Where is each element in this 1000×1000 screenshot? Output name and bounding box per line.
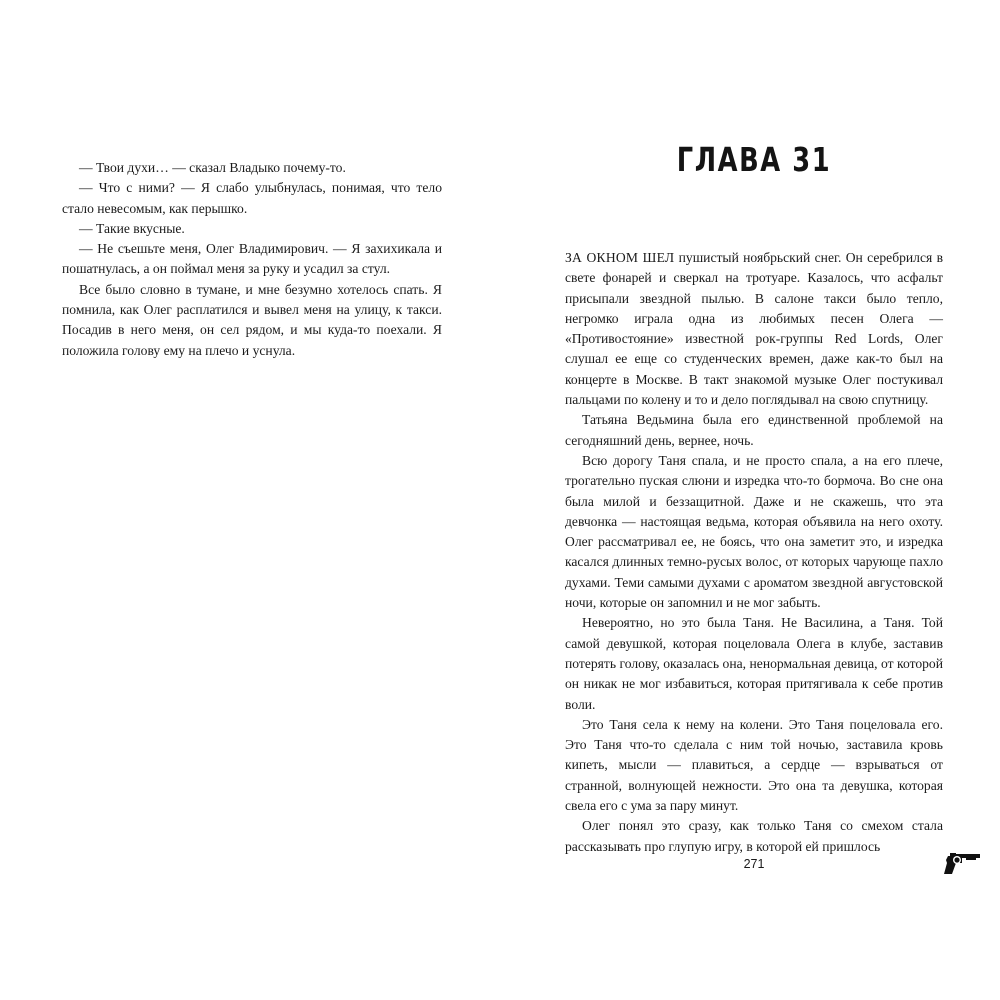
left-paragraph-4: — Не съешьте меня, Олег Владимирович. — Я захихикала и пошатнулась, а он поймал меня за руку и усадил за стул. xyxy=(62,241,442,277)
left-page-text xyxy=(62,158,442,361)
chapter-title: ГЛАВА 31 xyxy=(676,140,832,179)
left-paragraph-5: Все было словно в тумане, и мне безумно хотелось спать. Я помнила, как Олег расплатился и вывел меня на улицу, к такси. Посадив в него меня, он сел рядом, и мы куда-то поехали. Я положила голову ему на плечо и уснула. xyxy=(62,281,442,358)
left-paragraph-1: — Твои духи… — сказал Владыко почему-то. xyxy=(79,160,346,175)
revolver-logo-icon xyxy=(938,848,982,876)
right-paragraph-opening xyxy=(565,248,943,410)
right-paragraph-5: Это Таня села к нему на колени. Это Таня поцеловала его. Это Таня что-то сделала с ним той ночью, заставила кровь кипеть, мысли — плавиться, а сердце — взрываться от странной, волнующей нежности. Это она та девушка, которая свела его с ума за пару минут. xyxy=(565,716,943,814)
opening-caps: ЗА ОКНОМ ШЕЛ xyxy=(565,250,675,265)
right-paragraph-6: Олег понял это сразу, как только Таня со смехом стала рассказывать про глупую игру, в которой ей пришлось xyxy=(565,818,943,854)
opening-rest: пушистый ноябрьский снег. Он серебрился в свете фонарей и сверкал на тротуаре. Казалось, что асфальт присыпали звездной пылью. В салоне такси было тепло, негромко играла одна из любимых песен Олега — «Противостояние» известной рок-группы Red Lords, Олег слушал ее еще со студенческих времен, даже как-то был на концерте в Москве. В такт знакомой музыке Олег постукивал пальцами по колену и то и дело поглядывал на свою спутницу. xyxy=(565,250,943,408)
right-paragraph-3: Всю дорогу Таня спала, и не просто спала, а на его плече, трогательно пуская слюни и изредка что-то бормоча. Во сне она была милой и беззащитной. Даже и не скажешь, что эта девчонка — настоящая ведьма, которая объявила на него охоту. Олег рассматривал ее, не боясь, что она заметит это, и изредка касался длинных темно-русых волос, от которых чарующе пахло духами. Теми самыми духами с ароматом звездной августовской ночи, которые он запомнил и не мог забыть. xyxy=(565,452,943,611)
right-paragraph-4: Невероятно, но это была Таня. Не Василина, а Таня. Той самой девушкой, которая поцеловала Олега в клубе, заставив потерять голову, оказалась она, ненормальная девица, от которой он никак не мог избавиться, которая притягивала к себе против воли. xyxy=(565,615,943,712)
left-paragraph-2: — Что с ними? — Я слабо улыбнулась, понимая, что тело стало невесомым, как перышко. xyxy=(62,180,442,216)
right-paragraph-2: Татьяна Ведьмина была его единственной проблемой на сегодняшний день, вернее, ночь. xyxy=(565,412,943,448)
page-number: 271 xyxy=(743,857,765,871)
right-page-text xyxy=(565,248,943,857)
left-paragraph-3: — Такие вкусные. xyxy=(79,220,185,236)
